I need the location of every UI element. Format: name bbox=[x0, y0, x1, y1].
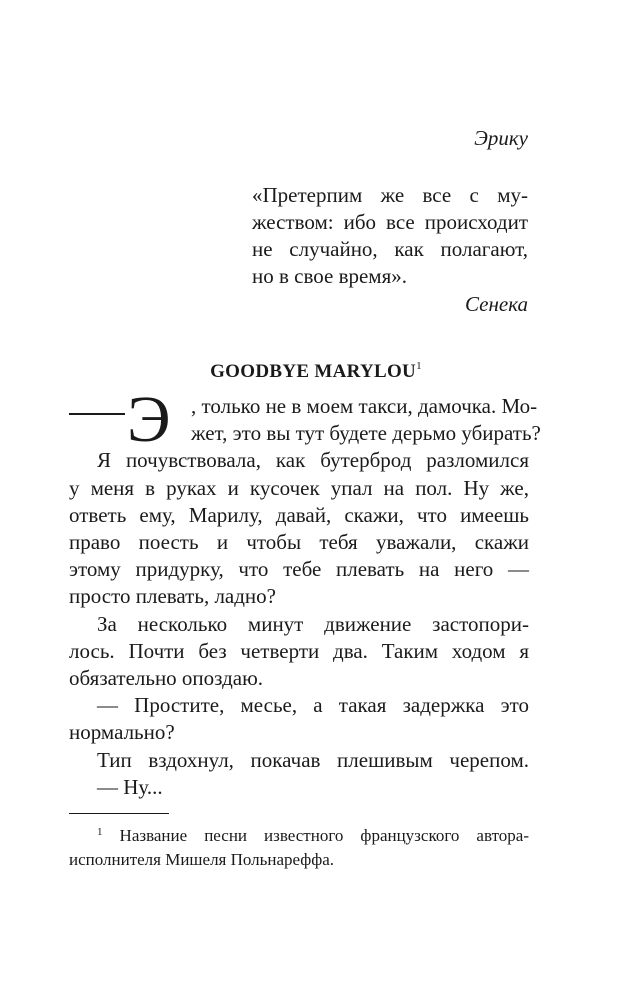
epigraph-author: Сенека bbox=[464, 292, 528, 316]
dedication: Эрику bbox=[474, 126, 528, 150]
text-line: жет, это вы тут будете дерьмо убирать? bbox=[191, 421, 541, 446]
paragraph bbox=[69, 692, 529, 746]
epigraph-line: жеством: ибо все происходит bbox=[252, 210, 528, 234]
paragraph bbox=[69, 747, 529, 774]
text-line: у меня в руках и кусочек упал на пол. Ну же, bbox=[69, 475, 529, 500]
text-line: обязательно опоздаю. bbox=[69, 666, 264, 691]
footnote-reference: 1 bbox=[416, 360, 422, 372]
body-text bbox=[69, 383, 541, 801]
epigraph-line: не случайно, как полагают, bbox=[252, 237, 528, 261]
chapter-title-text: GOODBYE MARYLOU bbox=[210, 361, 417, 382]
paragraph bbox=[69, 447, 529, 610]
footnote bbox=[69, 820, 529, 872]
text-line: просто плевать, ладно? bbox=[69, 584, 276, 609]
text-line: Тип вздохнул, покачав плешивым черепом. bbox=[97, 747, 529, 772]
text-line: ответь ему, Марилу, давай, скажи, что имеешь bbox=[69, 502, 529, 527]
drop-cap: Э bbox=[127, 383, 171, 456]
text-line: , только не в моем такси, дамочка. Мо- bbox=[191, 394, 538, 418]
chapter-title bbox=[0, 360, 632, 383]
epigraph bbox=[252, 182, 528, 318]
text-line: Я почувствовала, как бутерброд разломился bbox=[97, 448, 529, 473]
text-line: лось. Почти без четверти два. Таким ходом я bbox=[69, 638, 529, 663]
epigraph-line: но в свое время». bbox=[252, 264, 408, 288]
footnote-line: исполнителя Мишеля Польнареффа. bbox=[69, 850, 335, 869]
text-line: За несколько минут движение застопори- bbox=[97, 611, 529, 636]
paragraph bbox=[69, 611, 529, 693]
paragraph bbox=[69, 774, 529, 801]
text-line: нормально? bbox=[69, 720, 175, 745]
footnote-number: 1 bbox=[97, 826, 103, 838]
text-line: — Ну... bbox=[97, 774, 163, 799]
footnote-divider bbox=[69, 813, 169, 814]
epigraph-line: «Претерпим же все с му- bbox=[252, 183, 528, 207]
dialogue-dash bbox=[69, 413, 125, 415]
footnote-line bbox=[69, 820, 529, 848]
footnote-text: Название песни известного французского автора- bbox=[102, 826, 529, 845]
text-line: этому придурку, что тебе плевать на него — bbox=[69, 557, 529, 582]
opening-paragraph bbox=[69, 383, 541, 456]
text-line: — Простите, месье, а такая задержка это bbox=[97, 693, 529, 718]
text-line: право поесть и чтобы тебя уважали, скажи bbox=[69, 530, 529, 554]
